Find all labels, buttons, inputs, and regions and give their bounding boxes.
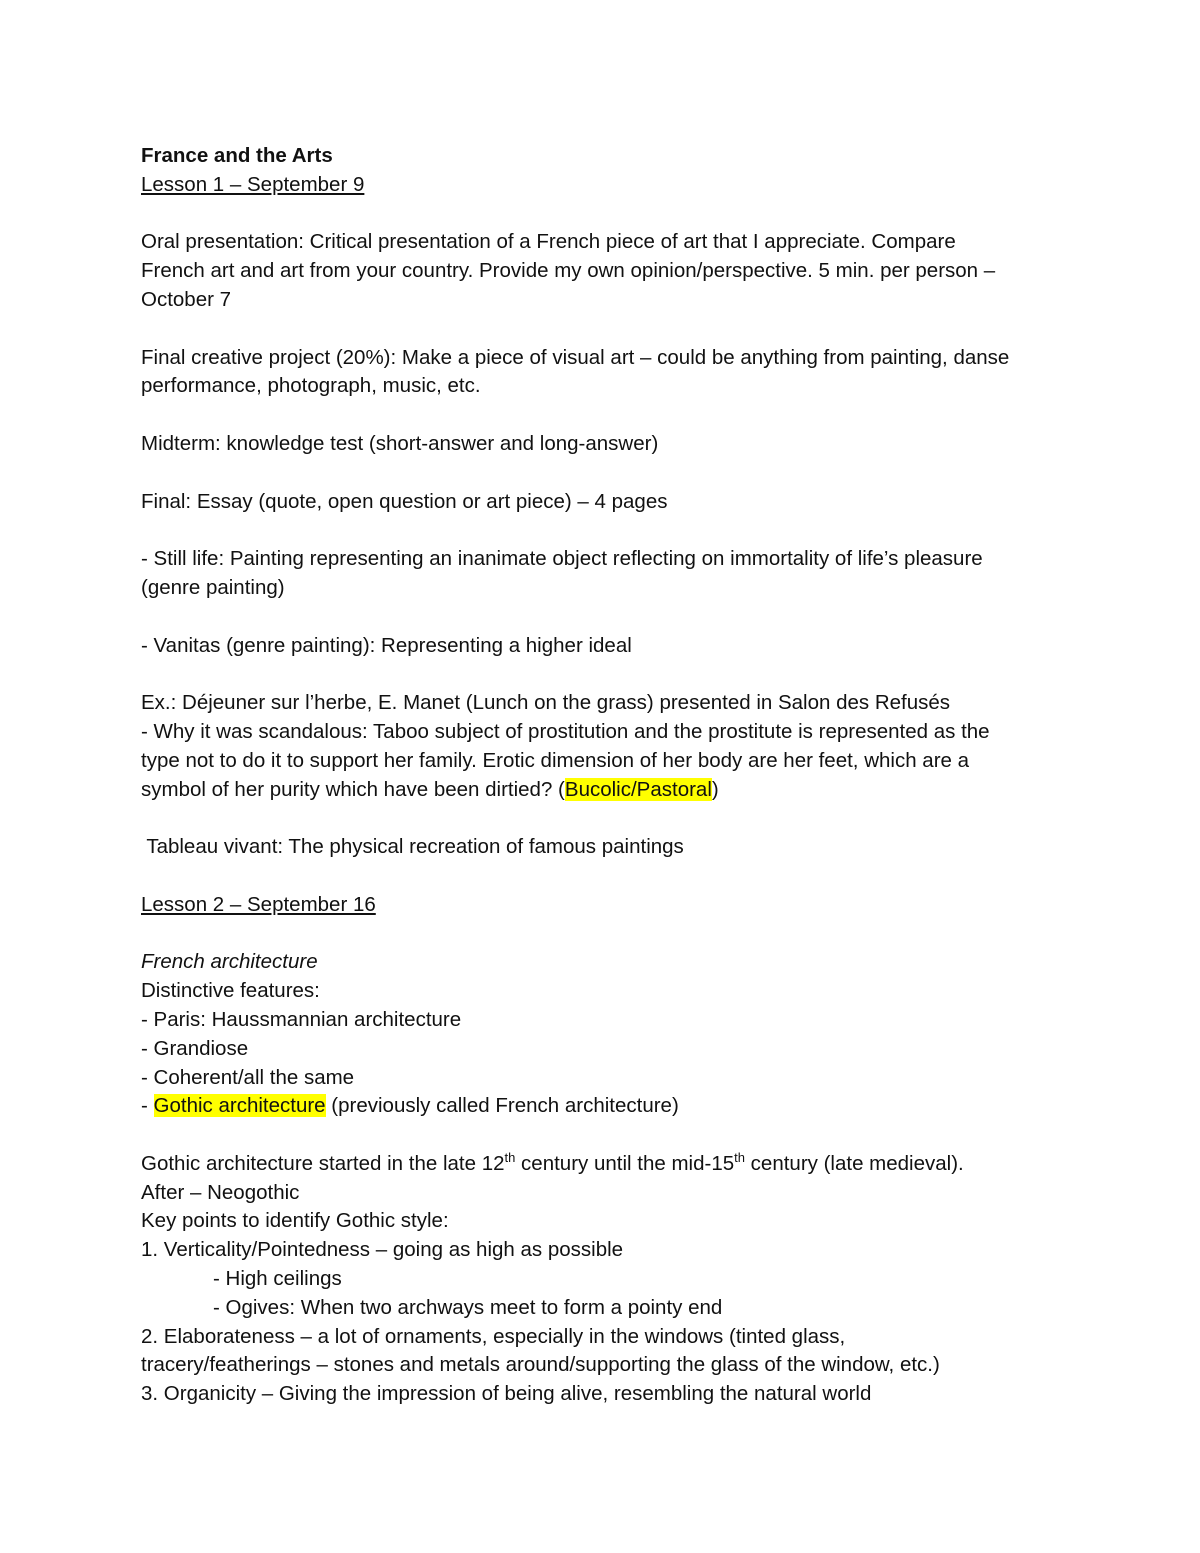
tableau-vivant-line: Tableau vivant: The physical recreation of famous paintings <box>141 835 684 859</box>
scandal-line-3 <box>141 776 1071 805</box>
still-life-line-1: - Still life: Painting representing an inanimate object reflecting on immortality of life’s pleasure <box>141 547 983 571</box>
oral-line-3: October 7 <box>141 287 232 311</box>
document-body <box>141 142 1071 1409</box>
gothic-period-text-a: Gothic architecture started in the late 12 <box>141 1151 505 1175</box>
scandal-line-3-close: ) <box>711 777 719 801</box>
final-project-line-2: performance, photograph, music, etc. <box>141 374 481 398</box>
point-2-line-1: 2. Elaborateness – a lot of ornaments, especially in the windows (tinted glass, <box>141 1324 846 1348</box>
point-1: 1. Verticality/Pointedness – going as high as possible <box>141 1238 624 1262</box>
architecture-subtitle: French architecture <box>141 950 318 974</box>
final-project-line-1: Final creative project (20%): Make a piece of visual art – could be anything from painting, danse <box>141 345 1010 369</box>
gothic-period-text-c: century (late medieval). <box>744 1151 964 1175</box>
superscript-th: th <box>734 1150 745 1166</box>
point-1-sub: - High ceilings <box>213 1267 342 1291</box>
after-line: After – Neogothic <box>141 1180 300 1204</box>
feature-item-gothic <box>141 1092 1071 1121</box>
vanitas-line: - Vanitas (genre painting): Representing a higher ideal <box>141 633 632 657</box>
oral-line-1: Oral presentation: Critical presentation of a French piece of art that I appreciate. Compare <box>141 230 956 254</box>
feature-item: - Paris: Haussmannian architecture <box>141 1007 462 1031</box>
scandal-line-3-text: symbol of her purity which have been dirtied? ( <box>141 777 565 801</box>
features-label: Distinctive features: <box>141 979 320 1003</box>
feature-item: - Grandiose <box>141 1036 249 1060</box>
superscript-th: th <box>504 1150 516 1166</box>
point-3: 3. Organicity – Giving the impression of being alive, resembling the natural world <box>141 1382 872 1406</box>
gothic-dash: - <box>141 1094 154 1118</box>
lesson-2-heading: Lesson 2 – September 16 <box>141 892 376 916</box>
scandal-line-1: - Why it was scandalous: Taboo subject of prostitution and the prostitute is represented as the <box>141 719 990 743</box>
key-points-label: Key points to identify Gothic style: <box>141 1209 449 1233</box>
gothic-period-text-b: century until the mid-15 <box>515 1151 735 1175</box>
lesson-1-heading: Lesson 1 – September 9 <box>141 172 365 196</box>
bucolic-highlight: Bucolic/Pastoral <box>564 777 712 801</box>
scandal-line-2: type not to do it to support her family. Erotic dimension of her body are her feet, which are a <box>141 748 970 772</box>
point-2-line-2: tracery/featherings – stones and metals around/supporting the glass of the window, etc.) <box>141 1353 940 1377</box>
still-life-line-2: (genre painting) <box>141 575 285 599</box>
gothic-highlight: Gothic architecture <box>153 1094 326 1118</box>
gothic-rest: (previously called French architecture) <box>325 1094 679 1118</box>
feature-item: - Coherent/all the same <box>141 1065 355 1089</box>
gothic-period-line <box>141 1150 1071 1179</box>
midterm-line: Midterm: knowledge test (short-answer and long-answer) <box>141 431 659 455</box>
example-line: Ex.: Déjeuner sur l’herbe, E. Manet (Lunch on the grass) presented in Salon des Refusés <box>141 691 951 715</box>
document-title: France and the Arts <box>141 144 333 167</box>
oral-line-2: French art and art from your country. Provide my own opinion/perspective. 5 min. per person – <box>141 259 996 283</box>
point-1-sub: - Ogives: When two archways meet to form a pointy end <box>213 1295 723 1319</box>
final-essay-line: Final: Essay (quote, open question or art piece) – 4 pages <box>141 489 668 513</box>
